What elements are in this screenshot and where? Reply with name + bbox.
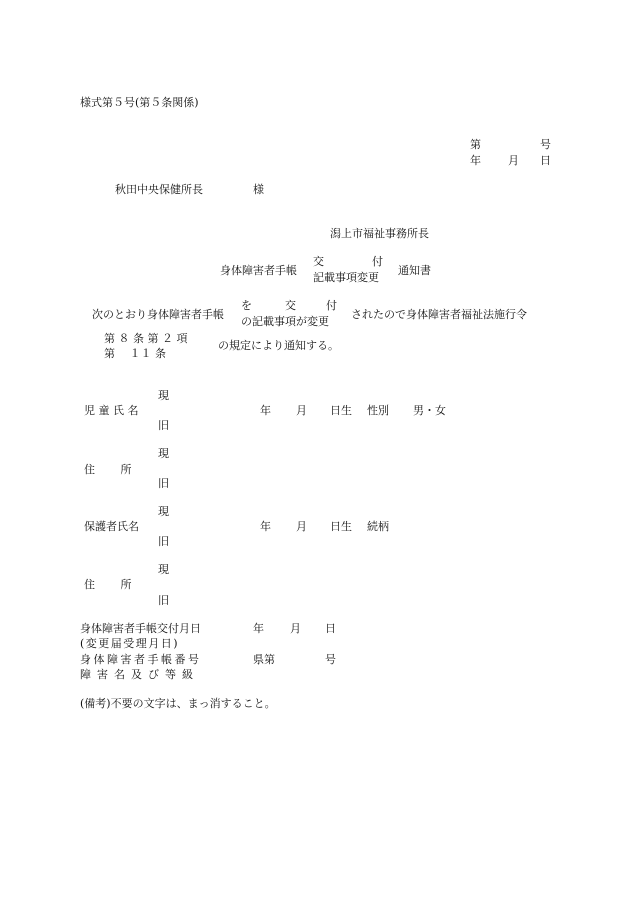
- notebook-number-pref: 県第: [253, 653, 275, 666]
- body-article-8: 第 ８ 条 第 ２ 項: [104, 332, 188, 345]
- date-year: 年: [470, 154, 481, 167]
- guardian-birth-day: 日生: [330, 520, 352, 533]
- number-gou: 号: [540, 138, 551, 151]
- body-article-11: 第 １１ 条: [104, 347, 166, 360]
- number-dai: 第: [470, 138, 481, 151]
- guardian-address-current-marker: 現: [158, 563, 169, 576]
- addressee-name: 秋田中央保健所長: [115, 183, 203, 196]
- child-address-current-marker: 現: [158, 447, 169, 460]
- issue-date-year: 年: [253, 622, 264, 635]
- child-birth-month: 月: [296, 404, 307, 417]
- child-address-former-marker: 旧: [158, 477, 169, 490]
- change-receipt-date-label: (変更届受理月日): [80, 637, 180, 650]
- date-day: 日: [540, 154, 551, 167]
- body-intro: 次のとおり身体障害者手帳: [92, 308, 224, 321]
- addressee-sama: 様: [253, 183, 264, 196]
- body-ending: の規定により通知する。: [218, 339, 339, 352]
- issue-date-month: 月: [290, 622, 301, 635]
- body-wo: を: [241, 299, 252, 312]
- guardian-birth-month: 月: [296, 520, 307, 533]
- guardian-former-marker: 旧: [158, 535, 169, 548]
- doc-title-issue-right: 付: [372, 255, 383, 268]
- body-change: の記載事項が変更: [241, 315, 329, 328]
- form-title: 様式第５号(第５条関係): [80, 96, 199, 109]
- issue-date-day: 日: [325, 622, 336, 635]
- doc-title-notice: 通知書: [398, 264, 431, 277]
- body-after: されたので身体障害者福祉法施行令: [351, 308, 527, 321]
- guardian-address-former-marker: 旧: [158, 594, 169, 607]
- guardian-address-label: 住 所: [84, 578, 132, 591]
- issue-date-label: 身体障害者手帳交付月日: [80, 622, 201, 635]
- child-name-label: 児 童 氏 名: [84, 404, 139, 417]
- guardian-name-label: 保護者氏名: [84, 520, 139, 533]
- remark: (備考)不要の文字は、まっ消すること。: [80, 697, 276, 710]
- child-current-marker: 現: [158, 389, 169, 402]
- doc-title-notebook: 身体障害者手帳: [220, 264, 297, 277]
- date-month: 月: [508, 154, 519, 167]
- child-birth-day: 日生: [330, 404, 352, 417]
- disability-label: 障害名及び等級: [80, 668, 199, 681]
- child-sex-value: 男・女: [413, 404, 446, 417]
- doc-title-change: 記載事項変更: [313, 271, 379, 284]
- child-address-label: 住 所: [84, 463, 132, 476]
- child-former-marker: 旧: [158, 419, 169, 432]
- guardian-relation-label: 続柄: [367, 520, 389, 533]
- doc-title-issue-left: 交: [313, 255, 324, 268]
- child-birth-year: 年: [260, 404, 271, 417]
- guardian-birth-year: 年: [260, 520, 271, 533]
- notebook-number-label: 身体障害者手帳番号: [80, 653, 202, 666]
- body-issue-left: 交: [285, 299, 296, 312]
- guardian-current-marker: 現: [158, 505, 169, 518]
- child-sex-label: 性別: [367, 404, 389, 417]
- body-issue-right: 付: [326, 299, 337, 312]
- notebook-number-gou: 号: [325, 653, 336, 666]
- sender: 潟上市福祉事務所長: [330, 227, 429, 240]
